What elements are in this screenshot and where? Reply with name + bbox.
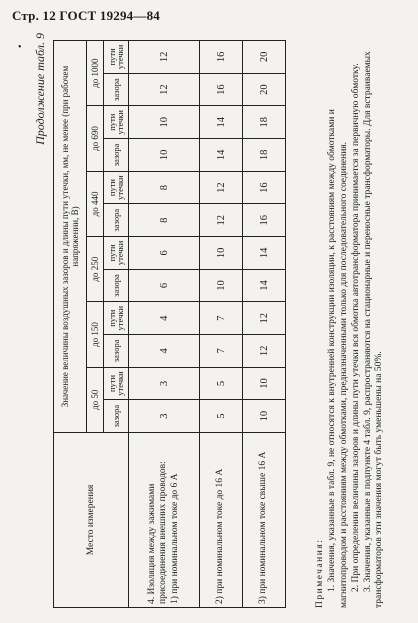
table-cell: 4 [129,335,200,368]
table-cell: 10 [243,400,286,433]
note-item: 1. Значения, указанные в табл. 9, не относятся к внутренней конструкции изоляции, к расстояниям между обмотками и магнитопроводом и расстояниям между обмотками, предназначенными только для последовательного соединения. [326,109,349,608]
table-cell: 6 [129,269,200,302]
table-cell: 12 [200,204,243,237]
table-cell: 10 [129,106,200,139]
table-cell: 12 [129,41,200,74]
leakage-path-header: пути утечки [104,367,129,400]
table-row [243,41,286,608]
air-gap-header: зазора [104,269,129,302]
table-cell: 7 [200,302,243,335]
air-gap-header: зазора [104,400,129,433]
table-cell: 10 [243,367,286,400]
table-cell: 14 [243,237,286,270]
table-cell: 16 [243,171,286,204]
range-header: до 50 [87,367,104,432]
row-label-text: 1) при номинальном токе до 6 А [169,473,180,604]
table-cell: 12 [243,335,286,368]
air-gap-header: зазора [104,204,129,237]
table-cell: 3 [129,400,200,433]
row-label: 3) при номинальном токе свыше 16 А [243,433,286,608]
table-cell: 4 [129,302,200,335]
note-item: 3. Значения, указанные в подпункте 4 табл. 9, распространяются на стационарные и переносные трансформаторы. Для встраиваемых трансформаторов эти значения могут быть уменьшены на 50%. [362,51,385,608]
table-cell: 12 [243,302,286,335]
table-cell: 5 [200,367,243,400]
leakage-path-header: пути утечки [104,237,129,270]
air-gap-header: зазора [104,139,129,172]
leakage-path-header: пути утечки [104,302,129,335]
table-cell: 10 [200,269,243,302]
notes-title: Примечания: [315,538,325,608]
notes-block [315,40,386,608]
range-header: до 1000 [87,41,104,106]
leakage-path-header: пути утечки [104,171,129,204]
range-header: до 690 [87,106,104,171]
table-cell: 18 [243,139,286,172]
note-item: 2. При определении величины зазоров и длины пути утечки вся обмотка автотрансформатора принимается за первичную обмотку. [350,63,361,592]
table-cell: 12 [200,171,243,204]
table-cell: 7 [200,335,243,368]
clearance-table [53,40,286,608]
table-cell: 8 [129,171,200,204]
continuation-label: Продолжение табл. 9 [33,33,47,145]
rotated-page-content [33,33,415,608]
table-cell: 14 [243,269,286,302]
leakage-path-header: пути утечки [104,106,129,139]
table-cell: 12 [129,73,200,106]
air-gap-header: зазора [104,335,129,368]
table-cell: 10 [129,139,200,172]
row-label [129,433,200,608]
table-cell: 14 [200,139,243,172]
table-cell: 10 [200,237,243,270]
values-header: Значение величины воздушных зазоров и длины пути утечки, мм, не менее (при рабочем напряжении, В) [54,41,87,433]
table-cell: 6 [129,237,200,270]
air-gap-header: зазора [104,73,129,106]
table-cell: 16 [200,41,243,74]
row-label: 2) при номинальном токе до 16 А [200,433,243,608]
table-cell: 20 [243,73,286,106]
page-header: Стр. 12 ГОСТ 19294—84 [12,8,160,23]
table-row [129,41,200,608]
table-cell: 8 [129,204,200,237]
leakage-path-header: пути утечки [104,41,129,74]
range-header: до 440 [87,171,104,236]
table-cell: 5 [200,400,243,433]
table-cell: 20 [243,41,286,74]
table-cell: 16 [243,204,286,237]
margin-mark: • [18,42,22,53]
table-cell: 14 [200,106,243,139]
table-cell: 3 [129,367,200,400]
table-cell: 18 [243,106,286,139]
range-header: до 150 [87,302,104,367]
table-cell: 16 [200,73,243,106]
place-header: Место измерения [54,433,129,608]
table-row [200,41,243,608]
section-title: 4. Изоляция между зажимами присоединения внешних проводов: [146,461,169,604]
range-header: до 250 [87,237,104,302]
